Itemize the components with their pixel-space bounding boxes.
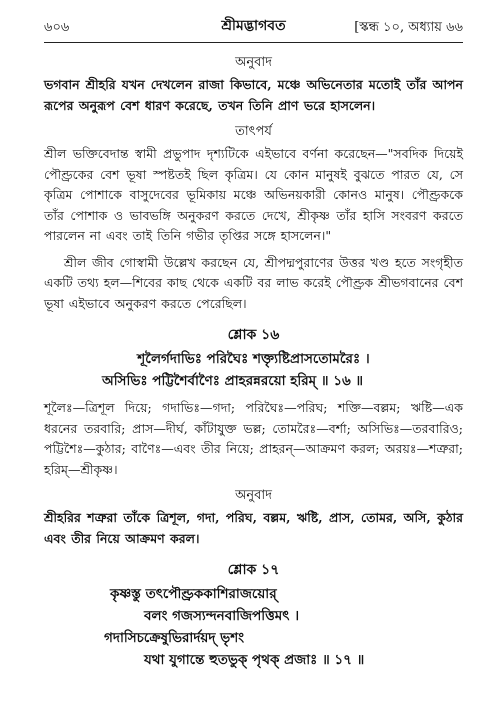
verse-16-synonyms: শূলৈঃ—ত্রিশূল দিয়ে; গদাভিঃ—গদা; পরিঘৈঃ—পরিঘ; শক্তি—বল্লম; ঋষ্টি—এক ধরনের তরবারি; প্রাস—দীর্ঘ, কাঁটাযুক্ত ভল্ল; তোমরৈঃ—বর্শা; অসিভিঃ—তরবারিও; পট্টিশৈঃ—কুঠার; বাণৈঃ—এবং তীর নিয়ে; প্রাহরন্—আক্রমণ করল; অরয়ঃ—শত্রুরা; হরিম্—শ্রীকৃষ্ণ। [44, 400, 463, 477]
purport-heading: তাৎপর্য [235, 124, 272, 139]
purport-paragraph-2: শ্রীল জীব গোস্বামী উল্লেখ করছেন যে, শ্রীপদ্মপুরাণের উত্তর খণ্ড হতে সংগৃহীত একটি তথ্য হল—শিবের কাছ থেকে একটি বর লাভ করেই পৌণ্ড্রক শ্রীভগবানের বেশ ভূষা এইভাবে অনুকরণ করতে পেরেছিল। [44, 254, 463, 311]
translation-text: ভগবান শ্রীহরি যখন দেখলেন রাজা কিভাবে, মঞ্চে অভিনেতার মতোই তাঁর আপন রূপের অনুরূপ বেশ ধারণ করেছে, তখন তিনি প্রাণ ভরে হাসলেন। [44, 77, 463, 113]
verse-17-title: শ্লোক ১৭ [227, 562, 280, 578]
page-number: ৬০৬ [44, 20, 70, 35]
verse-16-line-2: অসিভিঃ পট্টিশৈর্বাণৈঃ প্রাহরন্নরয়ো হরিম্ ॥ ১৬ ॥ [102, 373, 364, 389]
page-header [44, 16, 463, 42]
translation-heading: অনুবাদ [235, 55, 272, 70]
book-title: শ্রীমদ্ভাগবত [221, 18, 286, 34]
verse-17-line-4: যথা যুগান্তে হুতভুক্ পৃথক্ প্রজাঃ ॥ ১৭ ॥ [144, 652, 365, 668]
verse-17-text [44, 583, 463, 671]
header-rule [44, 42, 463, 43]
verse-16-translation-heading: অনুবাদ [235, 488, 272, 503]
verse-16-line-1: শূলৈর্গদাভিঃ পরিঘৈঃ শক্ত্যৃষ্টিপ্রাসতোমরৈঃ । [137, 351, 370, 367]
chapter-reference: [স্কন্ধ ১০, অধ্যায় ৬৬ [354, 20, 463, 35]
verse-16-translation-text: শ্রীহরির শত্রুরা তাঁকে ত্রিশূল, গদা, পরিঘ, বল্লম, ঋষ্টি, প্রাস, তোমর, অসি, কুঠার এবং তীর নিয়ে আক্রমণ করল। [44, 510, 463, 546]
verse-16-text [44, 348, 463, 392]
verse-17-line-2: বলং গজস্যন্দনবাজিপত্তিমৎ । [144, 608, 300, 624]
verse-17-line-1: কৃষ্ণস্তু তৎপৌণ্ড্রককাশিরাজয়োর্ [110, 586, 277, 602]
verse-17-line-3: গদাসিচক্রেষুভিরার্দয়দ্ ভৃশং [104, 630, 245, 646]
purport-paragraph-1: শ্রীল ভক্তিবেদান্ত স্বামী প্রভুপাদ দৃশ্যটিকে এইভাবে বর্ণনা করেছেন—"সবদিক দিয়েই পৌণ্ড্রকের বেশ ভূষা স্পষ্টতই ছিল কৃত্রিম। যে কোন মানুষই বুঝতে পারত যে, সে কৃত্রিম পোশাকে বাসুদেবের ভূমিকায় মঞ্চে অভিনয়কারী কোনও মানুষ। পৌণ্ড্রককে তাঁর পোশাক ও ভাবভঙ্গি অনুকরণ করতে দেখে, শ্রীকৃষ্ণ তাঁর হাসি সংবরণ করতে পারলেন না এবং তাই তিনি গভীর তৃপ্তির সঙ্গে হাসলেন।" [44, 146, 463, 243]
verse-16-title: শ্লোক ১৬ [227, 327, 280, 343]
